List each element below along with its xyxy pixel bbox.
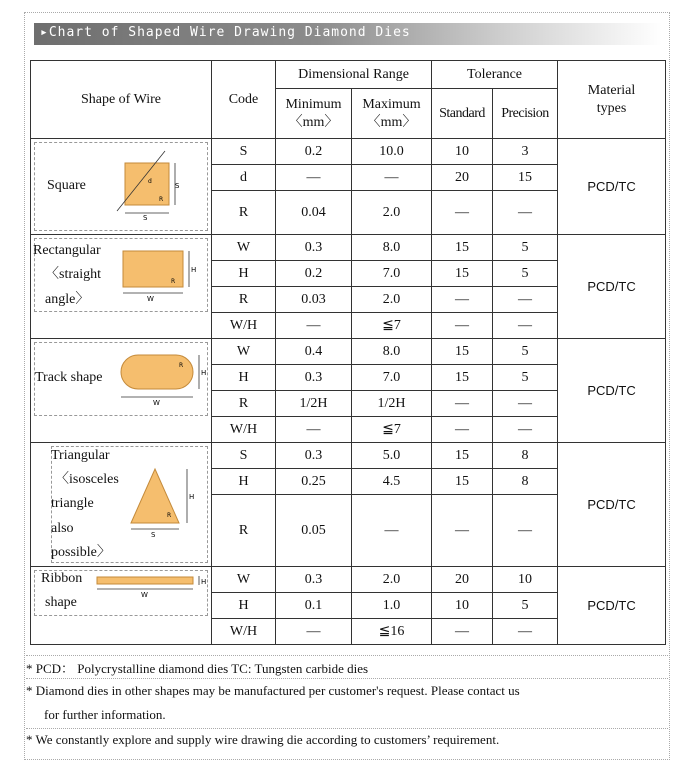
table-cell: W <box>212 235 276 261</box>
table-cell: 0.25 <box>276 469 352 495</box>
table-cell: 0.2 <box>276 139 352 165</box>
divider <box>26 655 668 656</box>
svg-text:R: R <box>167 512 172 519</box>
table-cell: 0.3 <box>276 365 352 391</box>
header-tolerance: Tolerance <box>432 61 558 89</box>
table-cell: 15 <box>432 443 493 469</box>
table-cell: 15 <box>432 469 493 495</box>
table-cell: 0.3 <box>276 567 352 593</box>
svg-text:R: R <box>171 278 176 285</box>
table-cell: 8 <box>493 443 558 469</box>
material-cell: PCD/TC <box>558 139 666 235</box>
header-dim-range: Dimensional Range <box>276 61 432 89</box>
table-cell: H <box>212 261 276 287</box>
svg-text:H: H <box>201 369 207 377</box>
table-cell: H <box>212 365 276 391</box>
svg-text:R: R <box>159 196 164 203</box>
table-cell: 2.0 <box>352 287 432 313</box>
table-row <box>31 235 666 261</box>
table-cell: 1.0 <box>352 593 432 619</box>
table-cell: 8.0 <box>352 235 432 261</box>
table-cell: — <box>432 391 493 417</box>
table-cell: 20 <box>432 165 493 191</box>
table-cell: 4.5 <box>352 469 432 495</box>
table-cell: R <box>212 495 276 567</box>
table-cell: 10 <box>432 593 493 619</box>
svg-text:S: S <box>175 182 180 190</box>
dies-table <box>30 60 666 645</box>
divider <box>26 678 668 679</box>
svg-text:d: d <box>148 178 152 185</box>
table-cell: R <box>212 287 276 313</box>
svg-text:H: H <box>189 493 195 501</box>
table-cell: W/H <box>212 619 276 645</box>
header-standard: Standard <box>432 89 493 139</box>
table-cell: 5 <box>493 365 558 391</box>
ribbon-wire-icon <box>93 573 213 603</box>
svg-text:H: H <box>201 578 207 586</box>
table-cell: 0.04 <box>276 191 352 235</box>
table-cell: 2.0 <box>352 191 432 235</box>
table-cell: 5 <box>493 339 558 365</box>
table-cell: — <box>276 417 352 443</box>
shape-cell-triangular: Triangular 〈isosceles triangle also possible〉 H S R <box>31 443 212 567</box>
table-cell: 15 <box>432 339 493 365</box>
shape-cell-ribbon: Ribbon shape H W <box>31 567 212 645</box>
svg-text:W: W <box>153 399 160 407</box>
table-cell: ≦7 <box>352 417 432 443</box>
table-cell: 15 <box>432 365 493 391</box>
table-cell: — <box>276 313 352 339</box>
header-shape: Shape of Wire <box>31 61 212 139</box>
shape-cell-rectangular: Rectangular 〈straight angle〉 H W R <box>31 235 212 339</box>
table-cell: 15 <box>493 165 558 191</box>
note-custom-shapes-2: for further information. <box>44 707 166 722</box>
chart-title: ▸Chart of Shaped Wire Drawing Diamond Dies <box>40 25 411 40</box>
note-explore: * We constantly explore and supply wire drawing die according to customers’ requirement. <box>26 732 500 747</box>
table-cell: — <box>493 391 558 417</box>
table-cell: 0.3 <box>276 443 352 469</box>
table-row <box>31 443 666 469</box>
table-cell: W/H <box>212 417 276 443</box>
table-cell: ≦7 <box>352 313 432 339</box>
table-cell: 5 <box>493 261 558 287</box>
table-cell: 0.1 <box>276 593 352 619</box>
table-cell: S <box>212 139 276 165</box>
table-cell: — <box>432 495 493 567</box>
table-cell: — <box>493 191 558 235</box>
table-cell: 3 <box>493 139 558 165</box>
table-cell: 5.0 <box>352 443 432 469</box>
table-cell: 0.03 <box>276 287 352 313</box>
table-cell: — <box>493 495 558 567</box>
rectangular-wire-icon <box>117 245 207 309</box>
table-cell: 8 <box>493 469 558 495</box>
chart-title-bar <box>34 23 662 45</box>
material-cell: PCD/TC <box>558 235 666 339</box>
table-cell: 10 <box>432 139 493 165</box>
svg-text:H: H <box>191 266 197 274</box>
note-pcd: * PCD： Polycrystalline diamond dies TC: Tungsten carbide dies <box>26 661 369 676</box>
triangle-wire-icon <box>127 463 207 543</box>
material-cell: PCD/TC <box>558 443 666 567</box>
table-cell: 10 <box>493 567 558 593</box>
svg-text:R: R <box>179 362 184 369</box>
svg-text:W: W <box>141 591 148 599</box>
table-cell: — <box>493 287 558 313</box>
table-cell: 8.0 <box>352 339 432 365</box>
table-cell: 7.0 <box>352 365 432 391</box>
note-custom-shapes: * Diamond dies in other shapes may be manufactured per customer's request. Please contact us <box>26 683 520 698</box>
material-cell: PCD/TC <box>558 339 666 443</box>
shape-cell-track: Track shape H W R <box>31 339 212 443</box>
table-cell: R <box>212 391 276 417</box>
table-row <box>31 567 666 593</box>
table-cell: 7.0 <box>352 261 432 287</box>
svg-text:W: W <box>147 295 154 303</box>
table-cell: 0.2 <box>276 261 352 287</box>
table-cell: S <box>212 443 276 469</box>
table-cell: 0.3 <box>276 235 352 261</box>
table-cell: 5 <box>493 593 558 619</box>
table-cell: — <box>493 619 558 645</box>
header-precision: Precision <box>493 89 558 139</box>
table-cell: — <box>432 619 493 645</box>
table-cell: 1/2H <box>276 391 352 417</box>
table-cell: — <box>276 619 352 645</box>
table-cell: R <box>212 191 276 235</box>
table-cell: W/H <box>212 313 276 339</box>
table-cell: W <box>212 567 276 593</box>
table-cell: 2.0 <box>352 567 432 593</box>
shape-cell-square: Square S S d R <box>31 139 212 235</box>
svg-text:S: S <box>151 531 156 539</box>
table-cell: 15 <box>432 235 493 261</box>
square-wire-icon <box>115 149 195 225</box>
table-cell: — <box>432 191 493 235</box>
table-row <box>31 139 666 165</box>
table-cell: H <box>212 593 276 619</box>
table-cell: — <box>352 165 432 191</box>
table-cell: — <box>352 495 432 567</box>
table-cell: W <box>212 339 276 365</box>
header-material: Material types <box>558 61 666 139</box>
table-cell: 1/2H <box>352 391 432 417</box>
table-cell: — <box>432 313 493 339</box>
table-cell: — <box>493 313 558 339</box>
track-wire-icon <box>115 347 209 413</box>
table-cell: — <box>276 165 352 191</box>
table-cell: 0.05 <box>276 495 352 567</box>
divider <box>26 728 668 729</box>
table-cell: 15 <box>432 261 493 287</box>
table-cell: 20 <box>432 567 493 593</box>
table-cell: 0.4 <box>276 339 352 365</box>
table-cell: H <box>212 469 276 495</box>
table-cell: — <box>432 287 493 313</box>
header-min: Minimum 〈mm〉 <box>276 89 352 139</box>
table-cell: d <box>212 165 276 191</box>
svg-text:S: S <box>143 214 148 222</box>
header-max: Maximum 〈mm〉 <box>352 89 432 139</box>
material-cell: PCD/TC <box>558 567 666 645</box>
table-cell: 10.0 <box>352 139 432 165</box>
table-cell: 5 <box>493 235 558 261</box>
table-cell: — <box>432 417 493 443</box>
table-cell: ≦16 <box>352 619 432 645</box>
header-row-1 <box>31 61 666 89</box>
table-row <box>31 339 666 365</box>
table-cell: — <box>493 417 558 443</box>
header-code: Code <box>212 61 276 139</box>
